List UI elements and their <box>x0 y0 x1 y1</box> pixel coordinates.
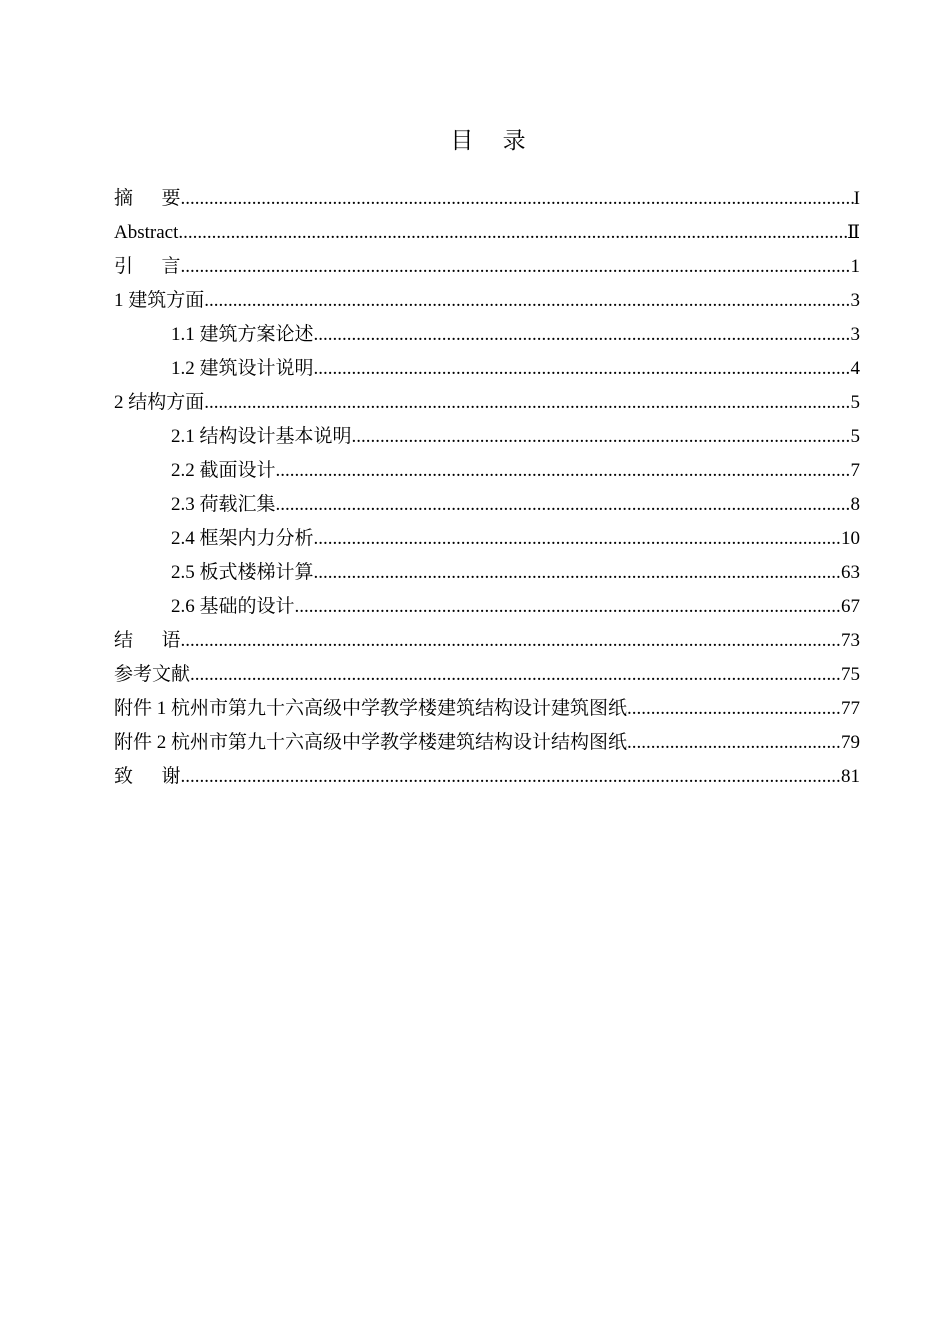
toc-entry-label: 结 语 <box>114 630 181 651</box>
toc-entry-page: 4 <box>850 358 860 379</box>
toc-entry-page: I <box>853 188 860 209</box>
dot-leader <box>190 658 841 692</box>
toc-entry-label: 附件 1 杭州市第九十六高级中学教学楼建筑结构设计建筑图纸 <box>114 698 628 719</box>
toc-entry-page: 5 <box>850 392 860 413</box>
dot-leader <box>204 386 850 420</box>
dot-leader <box>295 590 841 624</box>
toc-entry-appendix-1[interactable] <box>114 692 860 726</box>
toc-entry-page: 63 <box>841 562 860 583</box>
dot-leader <box>276 488 851 522</box>
dot-leader <box>314 352 851 386</box>
toc-entry-appendix-2[interactable] <box>114 726 860 760</box>
toc-entry-references[interactable] <box>114 658 860 692</box>
toc-entry-label: 2.1 结构设计基本说明 <box>171 426 352 447</box>
toc-entry-acknowledgements[interactable] <box>114 760 860 794</box>
toc-entry-page: 81 <box>841 766 860 787</box>
toc-entry-page: 79 <box>841 732 860 753</box>
toc-entry-section-2-3[interactable] <box>114 488 860 522</box>
toc-entry-page: 8 <box>850 494 860 515</box>
toc-entry-chapter-1[interactable] <box>114 284 860 318</box>
toc-entry-label: 1.2 建筑设计说明 <box>171 358 314 379</box>
toc-title: 目 录 <box>450 128 526 154</box>
toc-entry-abstract-en[interactable] <box>114 216 860 250</box>
dot-leader <box>314 318 851 352</box>
toc-entry-section-2-5[interactable] <box>114 556 860 590</box>
dot-leader <box>276 454 851 488</box>
toc-entry-label: 1.1 建筑方案论述 <box>171 324 314 345</box>
dot-leader <box>178 216 847 250</box>
toc-entry-label: 致 谢 <box>114 766 181 787</box>
toc-entry-introduction[interactable] <box>114 250 860 284</box>
toc-entry-page: 1 <box>850 256 860 277</box>
toc-entry-page: 3 <box>850 324 860 345</box>
toc-entry-section-1-2[interactable] <box>114 352 860 386</box>
toc-entry-page: 75 <box>841 664 860 685</box>
toc-entry-section-1-1[interactable] <box>114 318 860 352</box>
toc-entry-label: 摘 要 <box>114 188 181 209</box>
dot-leader <box>627 692 841 726</box>
toc-entry-label: 附件 2 杭州市第九十六高级中学教学楼建筑结构设计结构图纸 <box>114 732 628 753</box>
toc-entry-section-2-4[interactable] <box>114 522 860 556</box>
toc-entry-label: 引 言 <box>114 256 181 277</box>
toc-list <box>114 182 860 794</box>
dot-leader <box>627 726 841 760</box>
toc-entry-label: 1 建筑方面 <box>114 290 205 311</box>
toc-entry-label: 2.6 基础的设计 <box>171 596 295 617</box>
toc-entry-abstract-cn[interactable] <box>114 182 860 216</box>
toc-entry-label: 2.2 截面设计 <box>171 460 276 481</box>
toc-entry-section-2-2[interactable] <box>114 454 860 488</box>
toc-entry-page: 73 <box>841 630 860 651</box>
dot-leader <box>314 556 841 590</box>
toc-entry-page: 67 <box>841 596 860 617</box>
toc-entry-page: Ⅱ <box>847 222 860 243</box>
toc-entry-label: 2.5 板式楼梯计算 <box>171 562 314 583</box>
toc-entry-page: 10 <box>841 528 860 549</box>
toc-entry-label: 2.4 框架内力分析 <box>171 528 314 549</box>
toc-entry-page: 5 <box>850 426 860 447</box>
toc-entry-section-2-6[interactable] <box>114 590 860 624</box>
toc-entry-label: 参考文献 <box>114 664 191 685</box>
toc-entry-conclusion[interactable] <box>114 624 860 658</box>
toc-entry-section-2-1[interactable] <box>114 420 860 454</box>
dot-leader <box>181 182 854 216</box>
dot-leader <box>352 420 851 454</box>
toc-entry-chapter-2[interactable] <box>114 386 860 420</box>
toc-entry-label: Abstract <box>114 222 179 243</box>
dot-leader <box>181 760 841 794</box>
toc-entry-label: 2.3 荷载汇集 <box>171 494 276 515</box>
dot-leader <box>181 250 851 284</box>
toc-entry-label: 2 结构方面 <box>114 392 205 413</box>
dot-leader <box>314 522 841 556</box>
dot-leader <box>204 284 850 318</box>
dot-leader <box>181 624 841 658</box>
toc-entry-page: 7 <box>850 460 860 481</box>
toc-entry-page: 77 <box>841 698 860 719</box>
toc-entry-page: 3 <box>850 290 860 311</box>
